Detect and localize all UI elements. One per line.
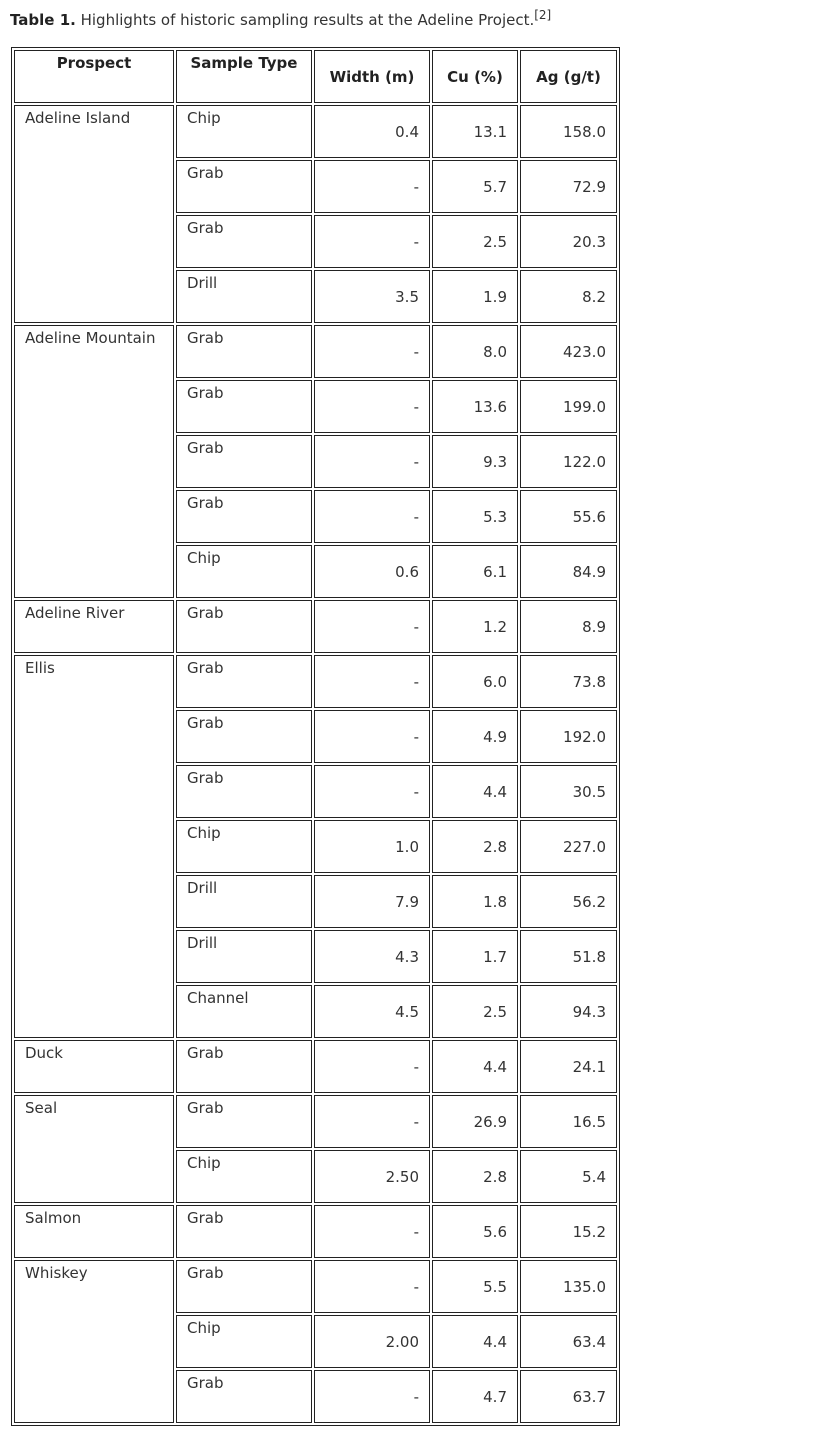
prospect-cell: Seal bbox=[14, 1095, 174, 1203]
table-row bbox=[14, 1040, 617, 1093]
ag-cell: 94.3 bbox=[520, 985, 617, 1038]
width-cell: - bbox=[314, 1370, 430, 1423]
sample-type-cell: Drill bbox=[176, 875, 312, 928]
cu-cell: 13.6 bbox=[432, 380, 518, 433]
sample-type-cell: Channel bbox=[176, 985, 312, 1038]
table-row bbox=[14, 655, 617, 708]
cu-cell: 5.5 bbox=[432, 1260, 518, 1313]
table-body bbox=[14, 105, 617, 1423]
table-caption bbox=[10, 9, 551, 31]
width-cell: 1.0 bbox=[314, 820, 430, 873]
width-cell: 0.6 bbox=[314, 545, 430, 598]
ag-cell: 158.0 bbox=[520, 105, 617, 158]
header-cu: Cu (%) bbox=[432, 50, 518, 103]
sample-type-cell: Drill bbox=[176, 930, 312, 983]
prospect-cell: Whiskey bbox=[14, 1260, 174, 1423]
ag-cell: 8.2 bbox=[520, 270, 617, 323]
caption-text: Highlights of historic sampling results at the Adeline Project. bbox=[75, 11, 535, 29]
caption-label: Table 1. bbox=[10, 11, 76, 29]
sample-type-cell: Grab bbox=[176, 380, 312, 433]
sample-type-cell: Chip bbox=[176, 820, 312, 873]
ag-cell: 30.5 bbox=[520, 765, 617, 818]
width-cell: - bbox=[314, 710, 430, 763]
sample-type-cell: Grab bbox=[176, 1370, 312, 1423]
sample-type-cell: Grab bbox=[176, 1095, 312, 1148]
width-cell: - bbox=[314, 215, 430, 268]
cu-cell: 6.0 bbox=[432, 655, 518, 708]
header-width: Width (m) bbox=[314, 50, 430, 103]
header-ag: Ag (g/t) bbox=[520, 50, 617, 103]
sample-type-cell: Grab bbox=[176, 325, 312, 378]
cu-cell: 2.8 bbox=[432, 820, 518, 873]
width-cell: - bbox=[314, 1040, 430, 1093]
table-row bbox=[14, 600, 617, 653]
table-row bbox=[14, 105, 617, 158]
cu-cell: 1.9 bbox=[432, 270, 518, 323]
ag-cell: 227.0 bbox=[520, 820, 617, 873]
ag-cell: 63.7 bbox=[520, 1370, 617, 1423]
ag-cell: 51.8 bbox=[520, 930, 617, 983]
sample-type-cell: Grab bbox=[176, 435, 312, 488]
citation-link[interactable]: [2] bbox=[534, 8, 552, 22]
table-row bbox=[14, 1095, 617, 1148]
sample-type-cell: Grab bbox=[176, 765, 312, 818]
ag-cell: 5.4 bbox=[520, 1150, 617, 1203]
header-row bbox=[14, 50, 617, 103]
ag-cell: 8.9 bbox=[520, 600, 617, 653]
cu-cell: 1.7 bbox=[432, 930, 518, 983]
sample-type-cell: Grab bbox=[176, 1040, 312, 1093]
ag-cell: 20.3 bbox=[520, 215, 617, 268]
ag-cell: 135.0 bbox=[520, 1260, 617, 1313]
sample-type-cell: Grab bbox=[176, 490, 312, 543]
cu-cell: 5.6 bbox=[432, 1205, 518, 1258]
width-cell: - bbox=[314, 435, 430, 488]
prospect-cell: Adeline Mountain bbox=[14, 325, 174, 598]
header-sample-type: Sample Type bbox=[176, 50, 312, 103]
cu-cell: 5.3 bbox=[432, 490, 518, 543]
ag-cell: 199.0 bbox=[520, 380, 617, 433]
width-cell: 0.4 bbox=[314, 105, 430, 158]
prospect-cell: Adeline Island bbox=[14, 105, 174, 323]
sample-type-cell: Drill bbox=[176, 270, 312, 323]
table-row bbox=[14, 325, 617, 378]
width-cell: 4.5 bbox=[314, 985, 430, 1038]
cu-cell: 26.9 bbox=[432, 1095, 518, 1148]
ag-cell: 24.1 bbox=[520, 1040, 617, 1093]
width-cell: 2.00 bbox=[314, 1315, 430, 1368]
width-cell: 4.3 bbox=[314, 930, 430, 983]
cu-cell: 1.8 bbox=[432, 875, 518, 928]
ag-cell: 72.9 bbox=[520, 160, 617, 213]
cu-cell: 4.4 bbox=[432, 765, 518, 818]
sample-type-cell: Grab bbox=[176, 710, 312, 763]
ag-cell: 122.0 bbox=[520, 435, 617, 488]
ag-cell: 84.9 bbox=[520, 545, 617, 598]
ag-cell: 63.4 bbox=[520, 1315, 617, 1368]
sampling-results-table bbox=[11, 47, 620, 1426]
table-row bbox=[14, 1260, 617, 1313]
sample-type-cell: Chip bbox=[176, 1315, 312, 1368]
width-cell: - bbox=[314, 380, 430, 433]
sample-type-cell: Chip bbox=[176, 1150, 312, 1203]
prospect-cell: Duck bbox=[14, 1040, 174, 1093]
width-cell: - bbox=[314, 490, 430, 543]
sample-type-cell: Chip bbox=[176, 545, 312, 598]
cu-cell: 2.5 bbox=[432, 215, 518, 268]
sample-type-cell: Grab bbox=[176, 1205, 312, 1258]
ag-cell: 16.5 bbox=[520, 1095, 617, 1148]
sample-type-cell: Grab bbox=[176, 1260, 312, 1313]
ag-cell: 56.2 bbox=[520, 875, 617, 928]
width-cell: - bbox=[314, 325, 430, 378]
cu-cell: 6.1 bbox=[432, 545, 518, 598]
width-cell: - bbox=[314, 1095, 430, 1148]
sample-type-cell: Grab bbox=[176, 160, 312, 213]
width-cell: - bbox=[314, 1260, 430, 1313]
width-cell: - bbox=[314, 655, 430, 708]
width-cell: - bbox=[314, 765, 430, 818]
header-prospect: Prospect bbox=[14, 50, 174, 103]
cu-cell: 2.5 bbox=[432, 985, 518, 1038]
cu-cell: 1.2 bbox=[432, 600, 518, 653]
sample-type-cell: Chip bbox=[176, 105, 312, 158]
sample-type-cell: Grab bbox=[176, 600, 312, 653]
ag-cell: 423.0 bbox=[520, 325, 617, 378]
sample-type-cell: Grab bbox=[176, 215, 312, 268]
width-cell: 7.9 bbox=[314, 875, 430, 928]
cu-cell: 5.7 bbox=[432, 160, 518, 213]
prospect-cell: Ellis bbox=[14, 655, 174, 1038]
table-row bbox=[14, 1205, 617, 1258]
width-cell: 2.50 bbox=[314, 1150, 430, 1203]
cu-cell: 9.3 bbox=[432, 435, 518, 488]
prospect-cell: Salmon bbox=[14, 1205, 174, 1258]
ag-cell: 15.2 bbox=[520, 1205, 617, 1258]
cu-cell: 4.4 bbox=[432, 1040, 518, 1093]
ag-cell: 55.6 bbox=[520, 490, 617, 543]
ag-cell: 192.0 bbox=[520, 710, 617, 763]
width-cell: - bbox=[314, 1205, 430, 1258]
sample-type-cell: Grab bbox=[176, 655, 312, 708]
width-cell: 3.5 bbox=[314, 270, 430, 323]
cu-cell: 4.9 bbox=[432, 710, 518, 763]
cu-cell: 13.1 bbox=[432, 105, 518, 158]
ag-cell: 73.8 bbox=[520, 655, 617, 708]
cu-cell: 8.0 bbox=[432, 325, 518, 378]
width-cell: - bbox=[314, 600, 430, 653]
cu-cell: 4.4 bbox=[432, 1315, 518, 1368]
width-cell: - bbox=[314, 160, 430, 213]
prospect-cell: Adeline River bbox=[14, 600, 174, 653]
cu-cell: 2.8 bbox=[432, 1150, 518, 1203]
cu-cell: 4.7 bbox=[432, 1370, 518, 1423]
